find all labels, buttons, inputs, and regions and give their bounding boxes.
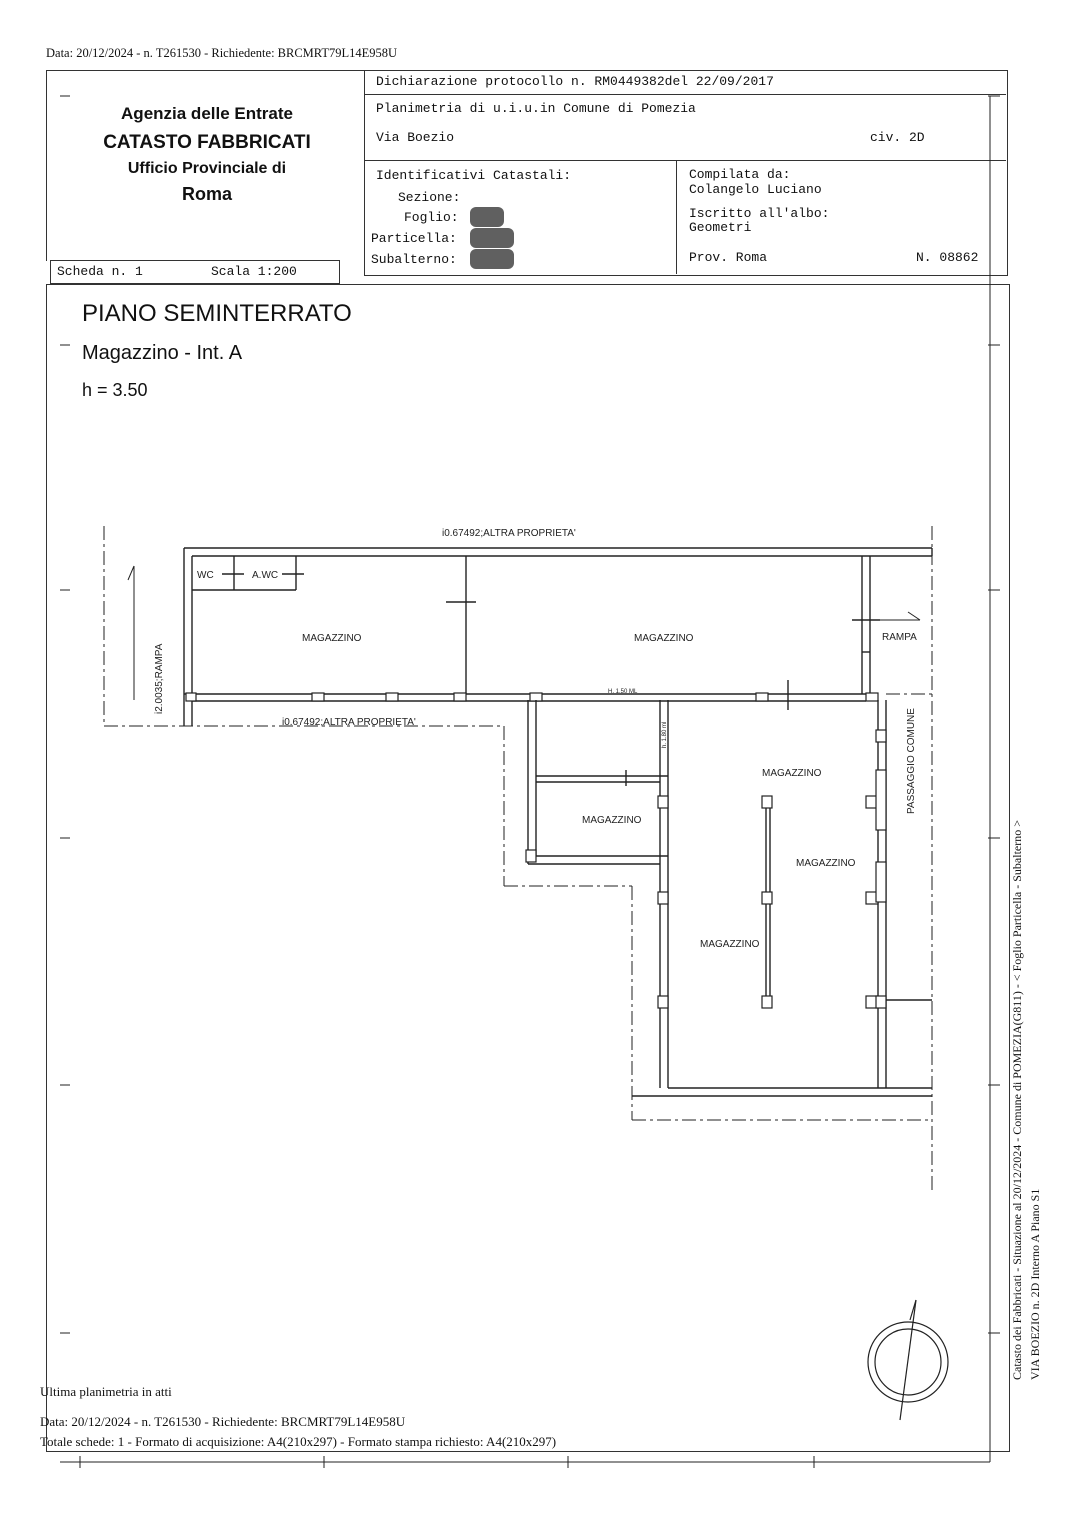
document-header: Data: 20/12/2024 - n. T261530 - Richiedente: BRCMRT79L14E958U (46, 46, 398, 60)
room-label: MAGAZZINO (700, 939, 760, 950)
frame-ticks (60, 96, 1000, 1468)
agency-name: Agenzia delle Entrate (121, 104, 293, 123)
plan-line: Planimetria di u.i.u.in Comune di Pomezia (376, 101, 696, 116)
room-label: MAGAZZINO (796, 858, 856, 869)
scale-label: Scala 1:200 (211, 264, 297, 279)
albo-label: Iscritto all'albo: (689, 206, 830, 221)
wc-label: WC (197, 570, 214, 581)
ceiling-height: h = 3.50 (82, 380, 148, 400)
room-label: MAGAZZINO (302, 633, 362, 644)
boundary-label-mid: i0.67492;ALTRA PROPRIETA' (282, 717, 416, 728)
scheda-number: Scheda n. 1 (57, 264, 143, 279)
rampa-left-label: i2.0035;RAMPA (154, 643, 165, 714)
ultima-planimetria: Ultima planimetria in atti (40, 1384, 172, 1399)
province: Prov. Roma (689, 250, 768, 265)
height-note: h. 1.80 ml (662, 721, 668, 748)
side-text-situazione: Catasto dei Fabbricati - Situazione al 20/12/2024 - Comune di POMEZIA(G811) - < Foglio Particella - Subalterno > (1010, 820, 1024, 1380)
identifiers-title: Identificativi Catastali: (376, 168, 572, 183)
side-text-address: VIA BOEZIO n. 2D Interno A Piano S1 (1028, 1188, 1042, 1380)
foglio-label: Foglio: (404, 210, 459, 225)
protocol-line: Dichiarazione protocollo n. RM0449382del 22/09/2017 (376, 74, 774, 89)
sezione-label: Sezione: (398, 190, 461, 205)
compiler-name: Colangelo Luciano (689, 182, 822, 197)
civic-number: civ. 2D (870, 130, 925, 145)
room-label: MAGAZZINO (634, 633, 694, 644)
particella-label: Particella: (371, 231, 457, 246)
office-label: Ufficio Provinciale di (127, 160, 287, 177)
floor-title: PIANO SEMINTERRATO (82, 300, 352, 327)
boundary-label-top: i0.67492;ALTRA PROPRIETA' (442, 528, 576, 539)
room-label: MAGAZZINO (582, 815, 642, 826)
rampa-right-label: RAMPA (882, 632, 917, 643)
street-line: Via Boezio (376, 130, 455, 145)
passage-label: PASSAGGIO COMUNE (906, 708, 917, 814)
catasto-title: CATASTO FABBRICATI (103, 132, 311, 153)
north-arrow (868, 1300, 948, 1420)
subalterno-label: Subalterno: (371, 252, 457, 267)
compiled-by-label: Compilata da: (689, 167, 791, 182)
albo-value: Geometri (689, 220, 752, 235)
footer-data-line: Data: 20/12/2024 - n. T261530 - Richiedente: BRCMRT79L14E958U (40, 1414, 406, 1429)
height-note: H. 1.50 ML (608, 689, 638, 695)
footer-schede-line: Totale schede: 1 - Formato di acquisizione: A4(210x297) - Formato stampa richiesto: A4(210x297) (40, 1434, 557, 1449)
room-label: MAGAZZINO (762, 768, 822, 779)
awc-label: A.WC (252, 570, 279, 581)
unit-subtitle: Magazzino - Int. A (82, 342, 243, 364)
office-city: Roma (181, 184, 232, 204)
registration-number: N. 08862 (916, 250, 979, 265)
